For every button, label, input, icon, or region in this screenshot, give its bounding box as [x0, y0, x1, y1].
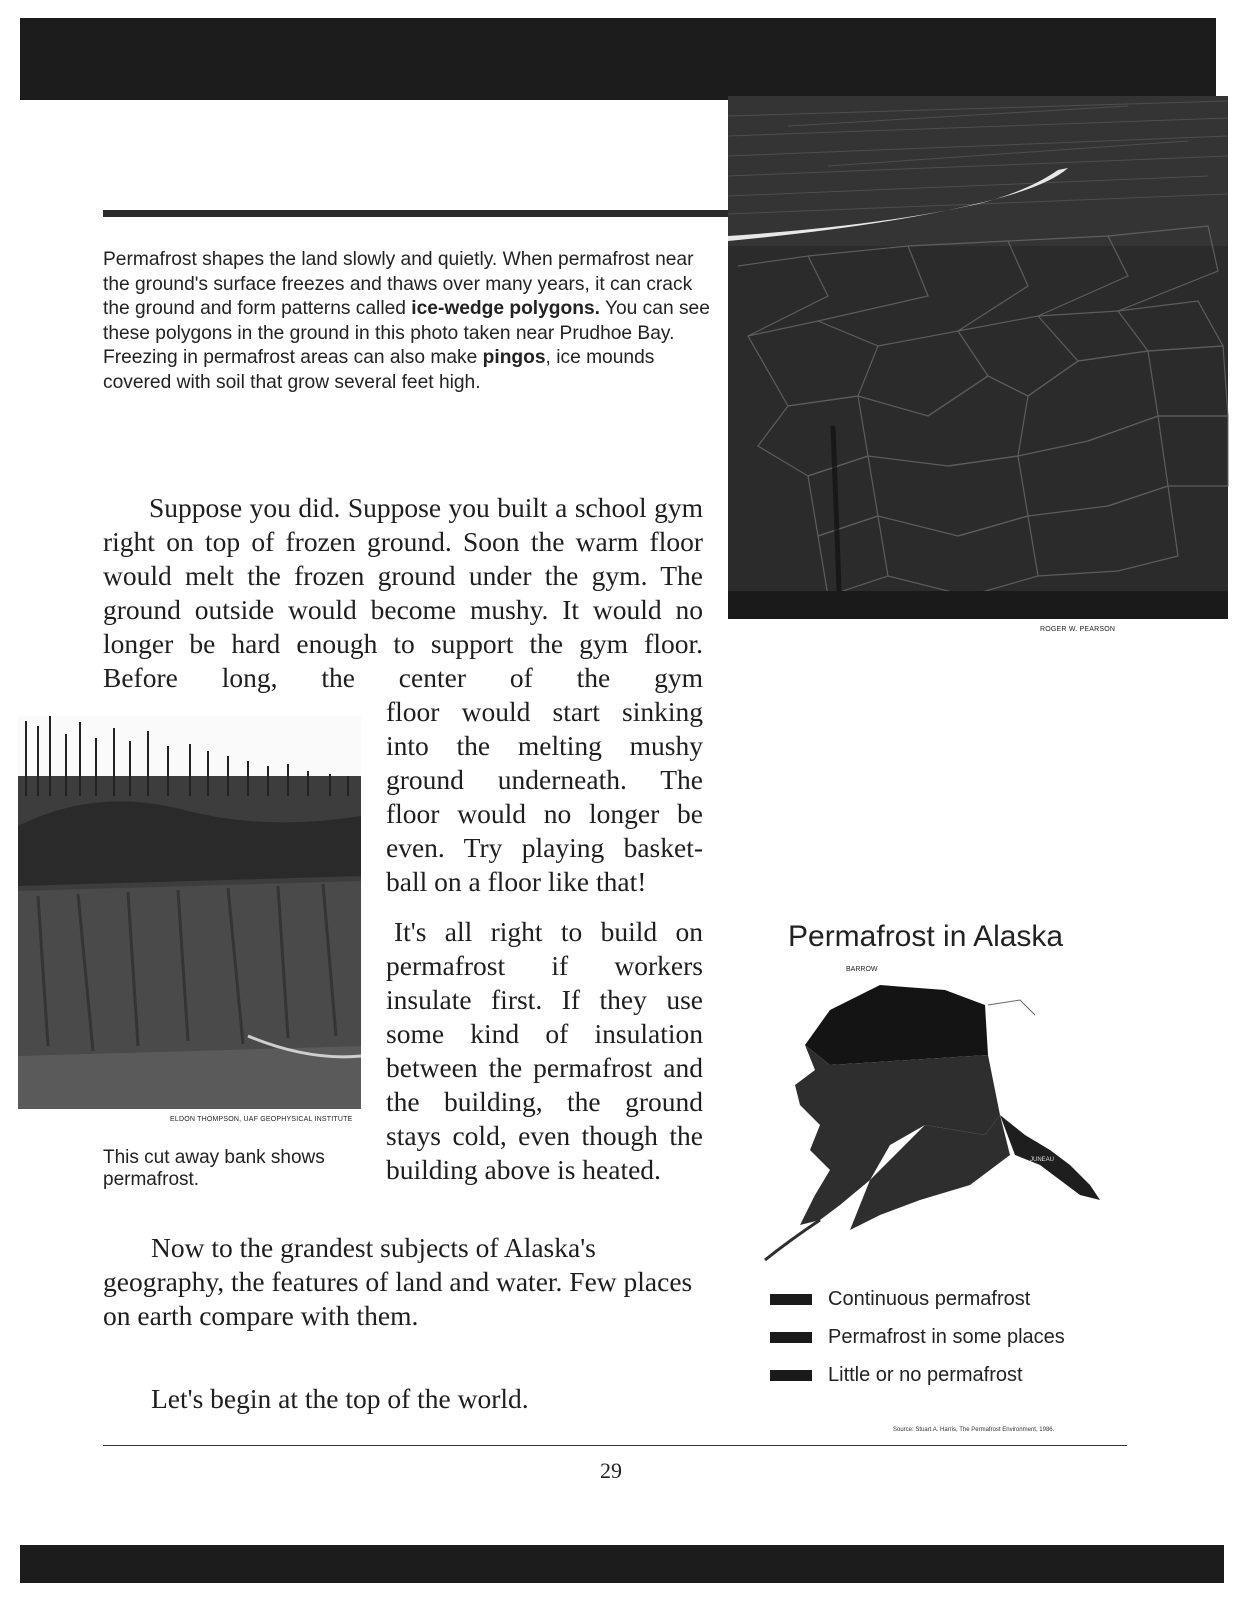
legend-item-some-places — [770, 1322, 1065, 1352]
legend-item-little-or-none — [770, 1360, 1023, 1390]
map-label-barrow: BARROW — [846, 966, 878, 973]
body-paragraph-1: Suppose you did. Suppose you built a school gym right on top of frozen ground. Soon the warm floor would melt the frozen ground under the gym. The ground outside would become mushy. It would no longer be hard enough to support the gym floor. Before long, the center of the gym — [103, 492, 703, 693]
body-paragraph-2: It's all right to build on permafrost if workers insulate first. If they use some kind of insulation between the permafrost and the building, the ground stays cold, even though the building above is heated. — [386, 916, 703, 1185]
map-title: Permafrost in Alaska — [788, 920, 1064, 953]
legend-label-continuous: Continuous permafrost — [828, 1287, 1031, 1310]
legend-swatch-little-or-none — [770, 1370, 812, 1381]
term-pingos: pingos — [482, 347, 546, 368]
legend-swatch-continuous — [770, 1294, 812, 1305]
page-number: 29 — [600, 1458, 622, 1483]
ice-wedge-polygons-photo — [728, 96, 1228, 619]
bottom-decorative-band — [20, 1545, 1224, 1583]
alaska-permafrost-map — [760, 966, 1130, 1275]
bank-photo-caption: This cut away bank shows permafrost. — [103, 1147, 325, 1190]
footer-rule — [103, 1445, 1127, 1446]
legend-item-continuous — [770, 1284, 1030, 1314]
body-paragraph-4: Let's begin at the top of the world. — [151, 1383, 529, 1414]
photo-caption: Permafrost shapes the land slowly and quietly. When permafrost near the ground's surface freezes and thaws over many years, it can crack the ground and form patterns called ice-wedge polygons. You can see these polygons in the ground in this photo taken near Prudhoe Bay. Freezing in permafrost areas can also make pingos, ice mounds covered with soil that grow several feet high. — [103, 249, 710, 393]
top-decorative-band — [20, 18, 1216, 100]
legend-label-some-places: Permafrost in some places — [828, 1325, 1065, 1348]
term-ice-wedge-polygons: ice-wedge polygons. — [411, 298, 600, 319]
map-label-juneau: JUNEAU — [1030, 1157, 1055, 1163]
aerial-photo-credit: ROGER W. PEARSON — [1040, 626, 1116, 633]
legend-label-little-or-none: Little or no permafrost — [828, 1363, 1023, 1386]
permafrost-bank-photo — [18, 716, 361, 1109]
caption-rule — [103, 210, 728, 217]
map-source: Source: Stuart A. Harris, The Permafrost Environment, 1986. — [893, 1427, 1055, 1433]
body-paragraph-1-continued: floor would start sinking into the melting mushy ground underneath. The floor would no longer be even. Try playing basket-ball on a floor like that! — [386, 696, 703, 897]
legend-swatch-some-places — [770, 1332, 812, 1343]
bank-photo-credit: ELDON THOMPSON, UAF GEOPHYSICAL INSTITUTE — [170, 1116, 353, 1123]
body-paragraph-3: Now to the grandest subjects of Alaska's geography, the features of land and water. Few places on earth compare with them. — [103, 1232, 693, 1331]
